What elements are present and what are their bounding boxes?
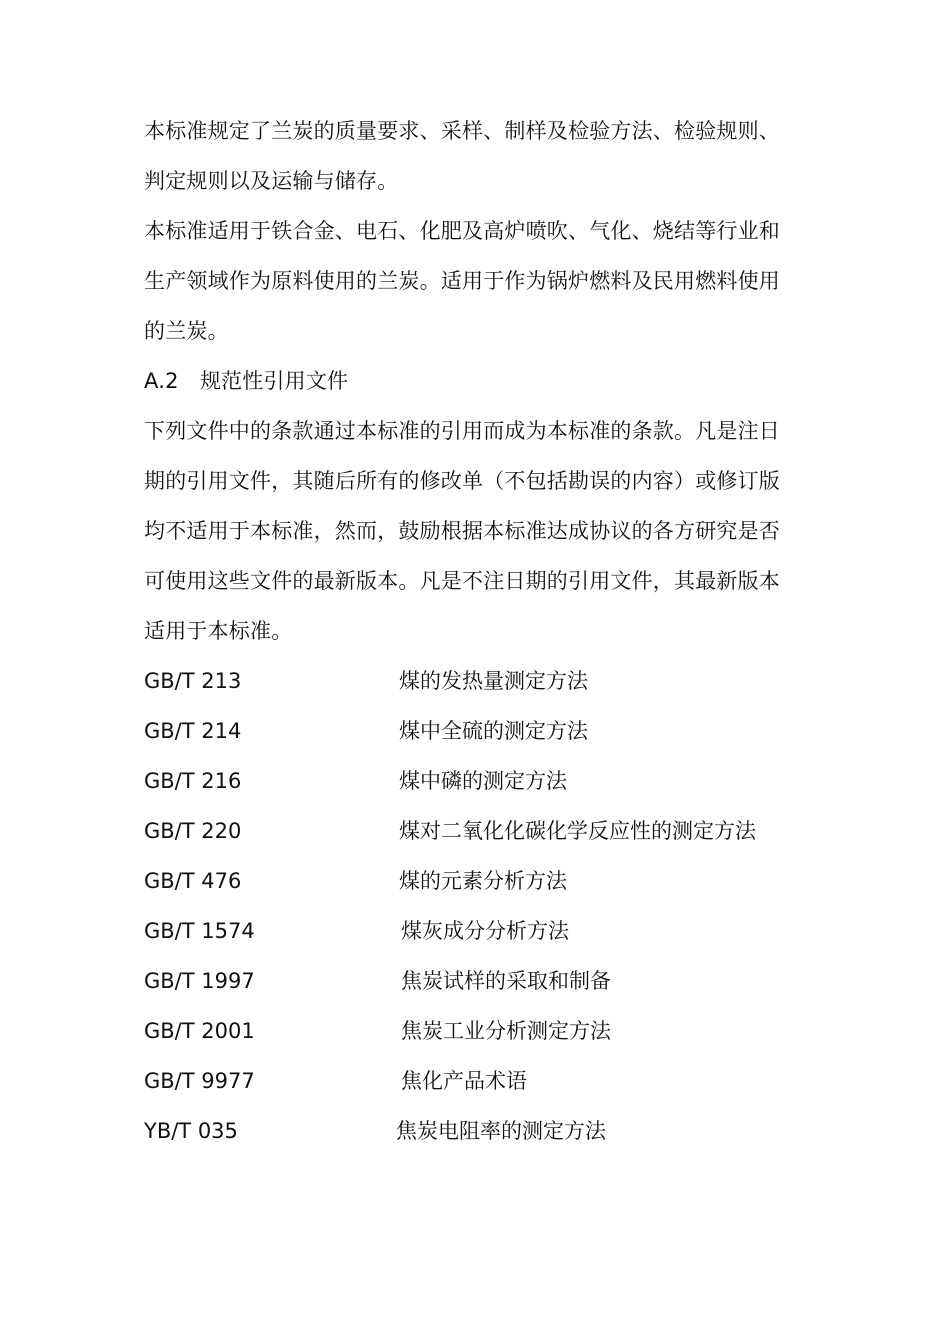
scope-line-2: 判定规则以及运输与储存。	[144, 169, 399, 193]
reference-title: 煤的元素分析方法	[399, 869, 567, 893]
reference-code: GB/T 9977	[144, 1069, 255, 1093]
reference-code: GB/T 220	[144, 819, 242, 843]
scope-line-5: 的兰炭。	[144, 319, 229, 343]
reference-row	[144, 856, 824, 906]
reference-row	[144, 756, 824, 806]
document-page	[144, 106, 824, 1156]
section-heading: A.2 规范性引用文件	[144, 369, 349, 393]
reference-code: GB/T 1997	[144, 969, 255, 993]
reference-row	[144, 706, 824, 756]
reference-row	[144, 1006, 824, 1056]
reference-code: GB/T 1574	[144, 919, 255, 943]
normative-line-5: 适用于本标准。	[144, 619, 293, 643]
scope-line-3: 本标准适用于铁合金、电石、化肥及高炉喷吹、气化、烧结等行业和	[144, 219, 780, 243]
normative-line-3: 均不适用于本标准，然而，鼓励根据本标准达成协议的各方研究是否	[144, 519, 780, 543]
reference-title: 煤中磷的测定方法	[399, 769, 567, 793]
reference-title: 煤对二氧化化碳化学反应性的测定方法	[399, 819, 756, 843]
scope-line-4: 生产领域作为原料使用的兰炭。适用于作为锅炉燃料及民用燃料使用	[144, 269, 780, 293]
reference-row	[144, 1056, 824, 1106]
reference-title: 煤的发热量测定方法	[399, 669, 588, 693]
reference-code: GB/T 213	[144, 669, 242, 693]
reference-code: GB/T 216	[144, 769, 242, 793]
reference-title: 煤中全硫的测定方法	[399, 719, 588, 743]
reference-code: GB/T 214	[144, 719, 242, 743]
reference-code: GB/T 2001	[144, 1019, 255, 1043]
reference-code: GB/T 476	[144, 869, 242, 893]
reference-row	[144, 956, 824, 1006]
reference-row	[144, 906, 824, 956]
reference-row	[144, 656, 824, 706]
reference-title: 焦炭电阻率的测定方法	[396, 1119, 606, 1143]
reference-code: YB/T 035	[144, 1119, 238, 1143]
reference-row	[144, 1106, 824, 1156]
reference-title: 焦化产品术语	[401, 1069, 527, 1093]
scope-line-1: 本标准规定了兰炭的质量要求、采样、制样及检验方法、检验规则、	[144, 119, 780, 143]
normative-line-4: 可使用这些文件的最新版本。凡是不注日期的引用文件，其最新版本	[144, 569, 780, 593]
reference-title: 焦炭工业分析测定方法	[401, 1019, 611, 1043]
reference-row	[144, 806, 824, 856]
reference-title: 煤灰成分分析方法	[401, 919, 569, 943]
normative-line-2: 期的引用文件，其随后所有的修改单（不包括勘误的内容）或修订版	[144, 469, 780, 493]
normative-line-1: 下列文件中的条款通过本标准的引用而成为本标准的条款。凡是注日	[144, 419, 780, 443]
reference-title: 焦炭试样的采取和制备	[401, 969, 611, 993]
